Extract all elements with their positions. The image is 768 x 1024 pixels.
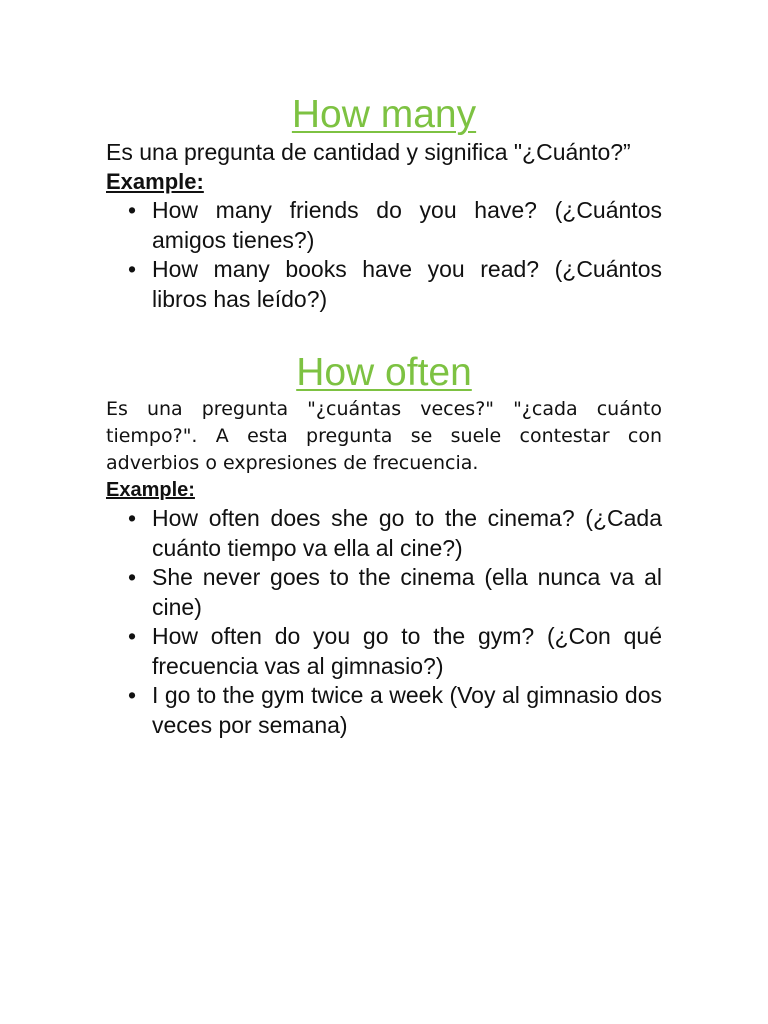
how-many-title: How many	[291, 93, 477, 136]
how-many-examples-list	[106, 196, 662, 314]
bullet-icon: •	[128, 623, 137, 649]
example-text: How many books have you read? (¿Cuántos libros has leído?)	[152, 256, 662, 312]
list-item	[128, 681, 662, 740]
how-many-example-label: Example:	[106, 169, 204, 194]
example-text: How many friends do you have? (¿Cuántos amigos tienes?)	[152, 197, 662, 253]
example-text: I go to the gym twice a week (Voy al gimnasio dos veces por semana)	[152, 682, 662, 738]
how-often-title: How often	[296, 351, 472, 394]
list-item	[128, 196, 662, 255]
bullet-icon: •	[128, 505, 137, 531]
example-text: How often do you go to the gym? (¿Con qué frecuencia vas al gimnasio?)	[152, 623, 662, 679]
how-often-section	[106, 350, 662, 740]
example-text: How often does she go to the cinema? (¿Cada cuánto tiempo va ella al cine?)	[152, 505, 662, 561]
bullet-icon: •	[128, 564, 137, 590]
example-text: She never goes to the cinema (ella nunca va al cine)	[152, 564, 662, 620]
how-many-section	[106, 92, 662, 314]
bullet-icon: •	[128, 197, 137, 223]
document-page	[106, 92, 662, 740]
how-often-intro: Es una pregunta "¿cuántas veces?" "¿cada cuánto tiempo?". A esta pregunta se suele contestar con adverbios o expresiones de frecuencia.	[106, 398, 662, 474]
bullet-icon: •	[128, 256, 137, 282]
list-item	[128, 504, 662, 563]
section-spacer	[106, 314, 662, 350]
list-item	[128, 622, 662, 681]
how-often-example-label: Example:	[106, 479, 195, 501]
list-item	[128, 563, 662, 622]
how-often-examples-list	[106, 504, 662, 740]
list-item	[128, 255, 662, 314]
how-many-intro: Es una pregunta de cantidad y significa "¿Cuánto?”	[106, 139, 631, 165]
bullet-icon: •	[128, 682, 137, 708]
